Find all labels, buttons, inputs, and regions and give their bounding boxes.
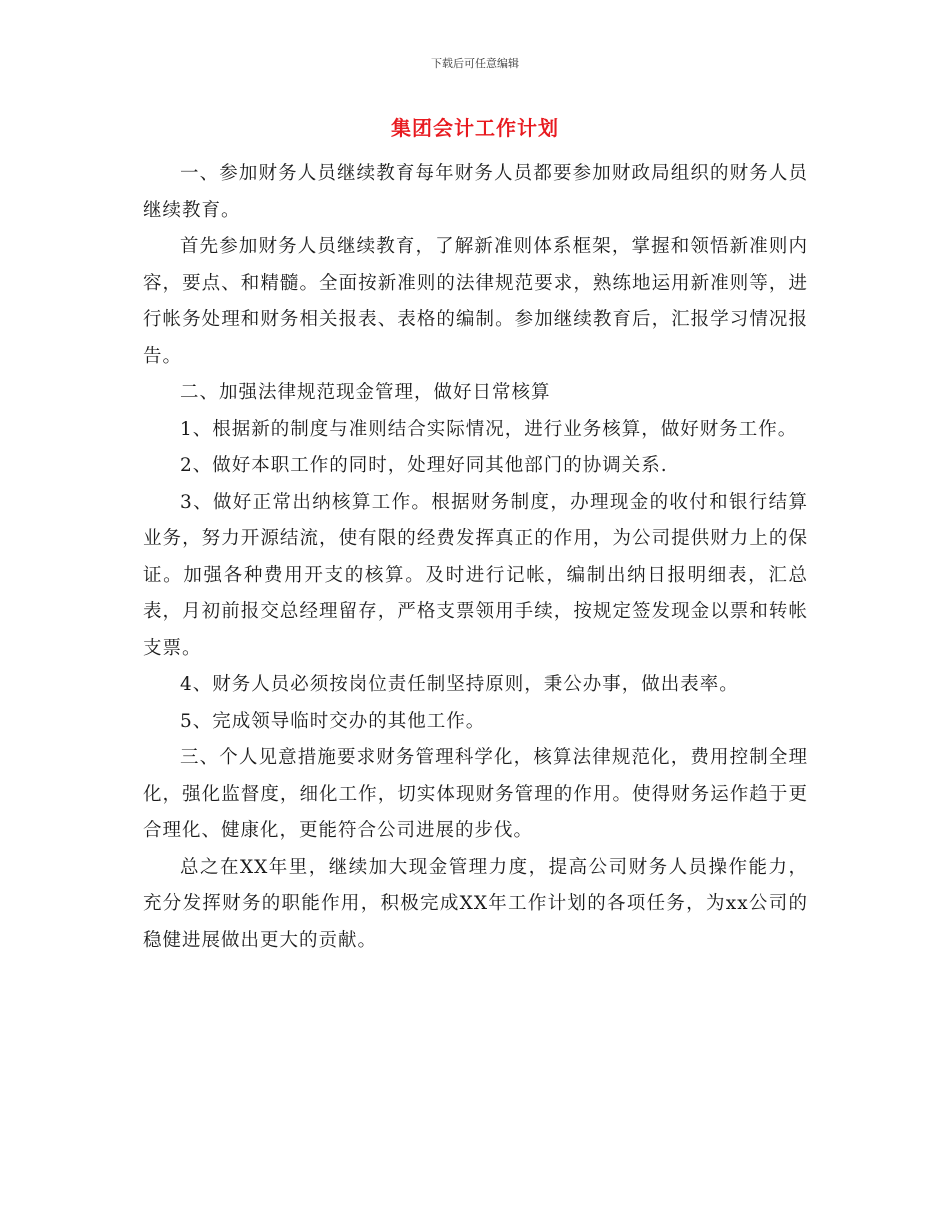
paragraph-9: 三、个人见意措施要求财务管理科学化，核算法律规范化，费用控制全理化，强化监督度，细化工作，切实体现财务管理的作用。使得财务运作趋于更合理化、健康化，更能符合公司进展的步伐。 [143,747,808,841]
paragraph-5: 2、做好本职工作的同时，处理好同其他部门的协调关系. [180,455,668,476]
paragraph-3: 二、加强法律规范现金管理，做好日常核算 [180,382,551,403]
paragraph-6: 3、做好正常出纳核算工作。根据财务制度，办理现金的收付和银行结算业务，努力开源结流，使有限的经费发挥真正的作用，为公司提供财力上的保证。加强各种费用开支的核算。及时进行记帐，编制出纳日报明细表，汇总表，月初前报交总经理留存，严格支票领用手续，按规定签发现金以票和转帐支票。 [143,491,808,659]
document-body [143,156,808,959]
paragraph-7: 4、财务人员必须按岗位责任制坚持原则，秉公办事，做出表率。 [180,674,739,695]
paragraph-1: 一、参加财务人员继续教育每年财务人员都要参加财政局组织的财务人员继续教育。 [143,163,808,221]
paragraph-8: 5、完成领导临时交办的其他工作。 [180,710,486,732]
paragraph-4: 1、根据新的制度与准则结合实际情况，进行业务核算，做好财务工作。 [180,418,798,440]
paragraph-2: 首先参加财务人员继续教育，了解新准则体系框架，掌握和领悟新准则内容，要点、和精髓。全面按新准则的法律规范要求，熟练地运用新准则等，进行帐务处理和财务相关报表、表格的编制。参加继续教育后，汇报学习情况报告。 [143,236,808,367]
paragraph-10: 总之在XX年里，继续加大现金管理力度，提高公司财务人员操作能力，充分发挥财务的职能作用，积极完成XX年工作计划的各项任务，为xx公司的稳健进展做出更大的贡献。 [143,856,808,951]
document-title: 集团会计工作计划 [391,116,559,140]
page-header-note: 下载后可任意编辑 [431,57,519,70]
